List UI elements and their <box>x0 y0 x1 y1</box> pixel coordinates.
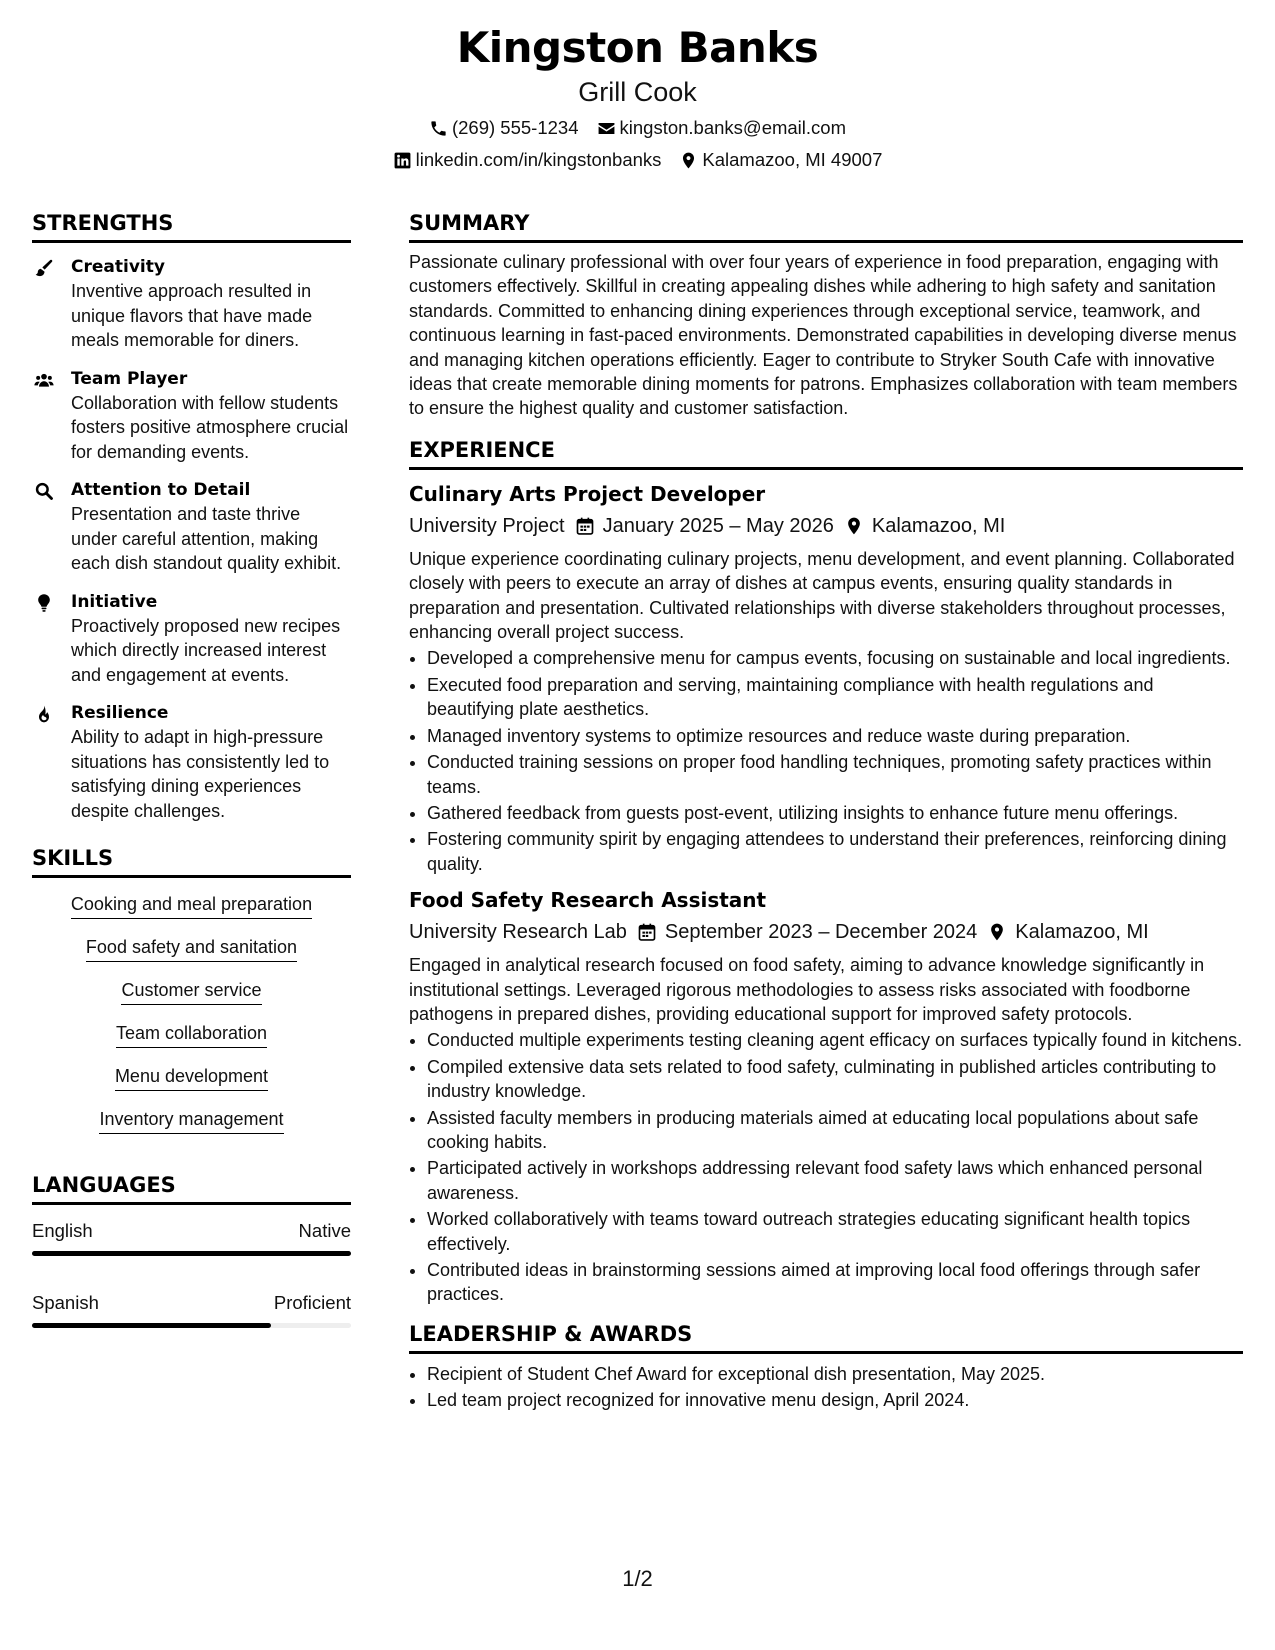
experience-dates: January 2025 – May 2026 <box>602 514 834 537</box>
summary-heading: SUMMARY <box>409 208 1243 243</box>
experience-meta <box>409 918 1243 946</box>
strength-title: Initiative <box>71 591 158 612</box>
strength-title: Resilience <box>71 703 169 723</box>
language-name: Spanish <box>32 1292 99 1313</box>
skill-item: Customer service <box>32 978 351 1005</box>
leadership-heading: LEADERSHIP & AWARDS <box>409 1319 1243 1354</box>
language-bar <box>32 1251 351 1256</box>
experience-dates: September 2023 – December 2024 <box>664 921 978 944</box>
strength-title: Attention to Detail <box>71 480 251 500</box>
experience-org: University Project <box>409 514 565 537</box>
award-item: • Led team project recognized for innovative menu design, April 2024. <box>427 1388 1243 1412</box>
award-item: • Recipient of Student Chef Award for exceptional dish presentation, May 2025. <box>427 1362 1243 1386</box>
resume-header <box>0 22 1275 172</box>
skill-item: Food safety and sanitation <box>32 935 351 962</box>
experience-desc: Unique experience coordinating culinary projects, menu development, and event planning. Collaborated closely with peers to execute an array of dishes at campus events, ensuring quality standards in preparation and presentation. Cultivated relationships with diverse stakeholders throughout processes, enhancing overall project success. <box>409 548 1235 643</box>
skill-item: Inventory management <box>32 1107 351 1134</box>
experience-desc: Engaged in analytical research focused on food safety, aiming to advance knowledge significantly in institutional settings. Leveraged rigorous methodologies to assess risks associated with foodborne pathogens in prepared dishes, providing educational support for improved safety protocols. <box>409 955 1205 1024</box>
search-icon <box>34 481 54 501</box>
strength-title: Creativity <box>71 257 165 277</box>
experience-bullets <box>409 646 1243 876</box>
strengths-list <box>32 255 351 823</box>
experience-item <box>409 886 1243 1307</box>
location-contact <box>679 148 882 172</box>
languages-list <box>32 1219 351 1328</box>
language-name: English <box>32 1220 93 1241</box>
fire-icon <box>34 704 54 724</box>
experience-org: University Research Lab <box>409 921 627 944</box>
paintbrush-icon <box>34 258 54 278</box>
bullet-item: • Managed inventory systems to optimize resources and reduce waste during preparation. <box>427 724 1243 748</box>
strength-title: Team Player <box>71 368 188 389</box>
phone-text: (269) 555-1234 <box>451 117 579 138</box>
bullet-item: • Assisted faculty members in producing materials aimed at educating local populations about safe cooking habits. <box>427 1106 1243 1155</box>
right-column <box>409 208 1243 1415</box>
bullet-item: • Gathered feedback from guests post-event, utilizing insights to enhance future menu offerings. <box>427 801 1243 825</box>
bullet-item: • Conducted training sessions on proper food handling techniques, promoting safety practices within teams. <box>427 750 1243 799</box>
email-contact[interactable] <box>597 116 847 140</box>
strength-item <box>32 367 351 465</box>
language-level: Native <box>298 1220 351 1241</box>
strength-item <box>32 478 351 576</box>
bullet-item: • Participated actively in workshops addressing relevant food safety laws which enhanced personal awareness. <box>427 1156 1243 1205</box>
language-bar-fill <box>32 1251 351 1256</box>
strength-desc: Collaboration with fellow students fosters positive atmosphere crucial for demanding events. <box>71 392 349 462</box>
language-item <box>32 1219 351 1256</box>
calendar-icon <box>575 516 595 536</box>
lightbulb-icon <box>34 593 54 613</box>
experience-title: Culinary Arts Project Developer <box>409 481 766 506</box>
experience-meta <box>409 512 1243 540</box>
language-bar <box>32 1323 351 1328</box>
languages-heading: LANGUAGES <box>32 1170 351 1205</box>
experience-location: Kalamazoo, MI <box>871 514 1006 537</box>
leadership-list <box>409 1362 1243 1413</box>
experience-title: Food Safety Research Assistant <box>409 888 767 913</box>
bullet-item: • Contributed ideas in brainstorming sessions aimed at improving local food offerings through safer practices. <box>427 1258 1243 1307</box>
strength-item <box>32 701 351 823</box>
envelope-icon <box>597 119 616 138</box>
experience-location: Kalamazoo, MI <box>1015 921 1149 944</box>
strength-desc: Inventive approach resulted in unique flavors that have made meals memorable for diners. <box>71 281 313 350</box>
users-icon <box>34 370 54 390</box>
job-title: Grill Cook <box>578 77 697 107</box>
linkedin-contact[interactable] <box>393 148 662 172</box>
bullet-item: • Conducted multiple experiments testing cleaning agent efficacy on surfaces typically found in kitchens. <box>427 1028 1243 1052</box>
skill-item: Menu development <box>32 1064 351 1091</box>
email-text: kingston.banks@email.com <box>619 117 846 138</box>
strength-desc: Presentation and taste thrive under careful attention, making each dish standout quality exhibit. <box>71 504 342 573</box>
strengths-heading: STRENGTHS <box>32 208 351 243</box>
strength-desc: Ability to adapt in high-pressure situations has consistently led to satisfying dining experiences despite challenges. <box>71 727 330 821</box>
strength-item <box>32 255 351 353</box>
page-number: 1/2 <box>622 1566 653 1591</box>
skills-list <box>32 892 351 1134</box>
phone-icon <box>429 119 448 138</box>
left-column <box>32 208 351 1363</box>
summary-text: Passionate culinary professional with over four years of experience in food preparation, engaging with customers effectively. Skillful in creating appealing dishes while adhering to high safety and sanitation standards. Committed to enhancing dining experiences through exceptional service, teamwork, and continuous learning in fast-paced environments. Demonstrated capabilities in developing diverse menus and managing kitchen operations efficiently. Eager to contribute to Stryker South Cafe with innovative ideas that create memorable dining moments for patrons. Emphasizes collaboration with team members to ensure the highest quality and customer satisfaction. <box>409 252 1238 419</box>
calendar-icon <box>637 922 657 942</box>
language-bar-fill <box>32 1323 271 1328</box>
linkedin-icon <box>393 151 412 170</box>
linkedin-text: linkedin.com/in/kingstonbanks <box>415 149 662 170</box>
contact-row-1 <box>0 116 1275 140</box>
bullet-item: • Compiled extensive data sets related to food safety, culminating in published articles contributing to industry knowledge. <box>427 1055 1243 1104</box>
strength-item <box>32 590 351 688</box>
candidate-name: Kingston Banks <box>456 23 819 72</box>
contact-row-2 <box>0 148 1275 172</box>
bullet-item: • Developed a comprehensive menu for campus events, focusing on sustainable and local ingredients. <box>427 646 1243 670</box>
experience-item <box>409 480 1243 876</box>
map-pin-icon <box>987 922 1007 942</box>
language-item <box>32 1291 351 1328</box>
experience-heading: EXPERIENCE <box>409 435 1243 470</box>
map-pin-icon <box>679 151 698 170</box>
location-text: Kalamazoo, MI 49007 <box>702 149 883 170</box>
experience-bullets <box>409 1028 1243 1306</box>
skills-heading: SKILLS <box>32 843 351 878</box>
skill-item: Cooking and meal preparation <box>32 892 351 919</box>
bullet-item: • Fostering community spirit by engaging attendees to understand their preferences, reinforcing dining quality. <box>427 827 1243 876</box>
language-level: Proficient <box>273 1292 351 1313</box>
bullet-item: • Worked collaboratively with teams toward outreach strategies educating significant health topics effectively. <box>427 1207 1243 1256</box>
bullet-item: • Executed food preparation and serving, maintaining compliance with health regulations and beautifying plate aesthetics. <box>427 673 1243 722</box>
skill-item: Team collaboration <box>32 1021 351 1048</box>
phone-contact[interactable] <box>429 116 579 140</box>
strength-desc: Proactively proposed new recipes which directly increased interest and engagement at events. <box>71 615 341 685</box>
map-pin-icon <box>844 516 864 536</box>
